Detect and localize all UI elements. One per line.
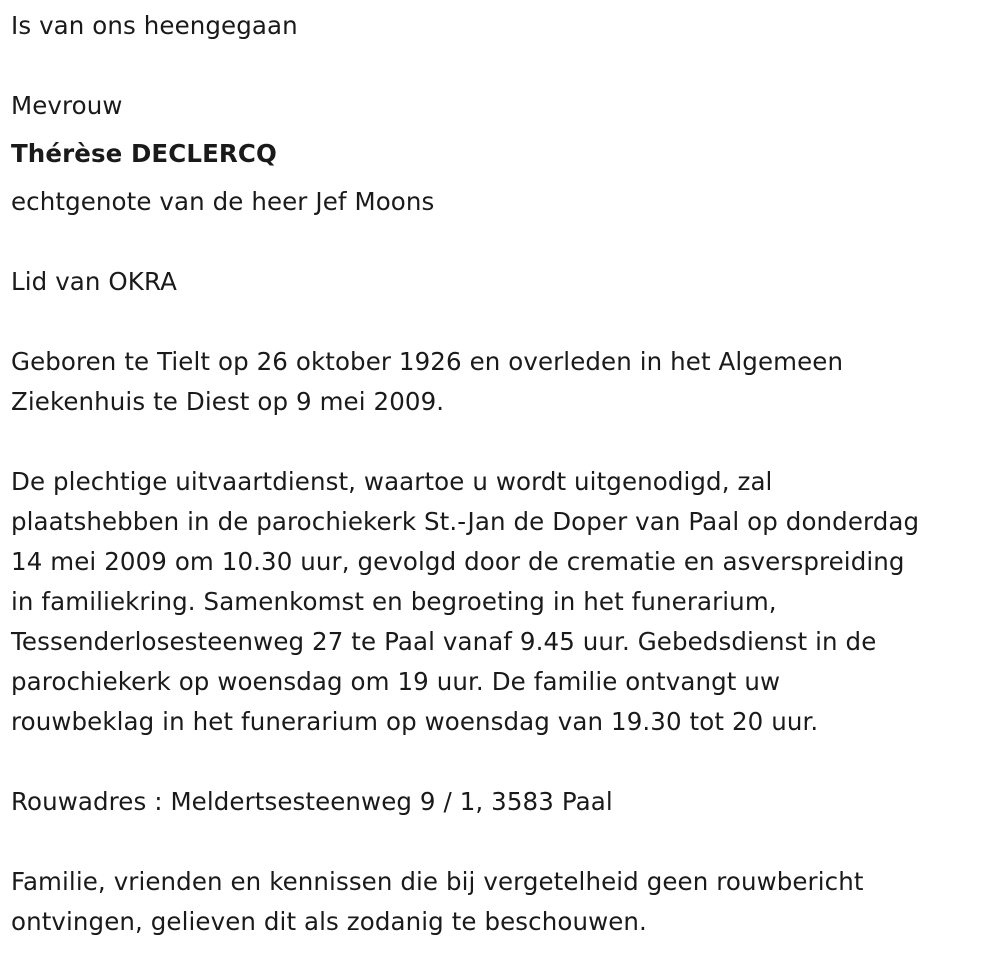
birth-death-paragraph	[11, 342, 996, 422]
paragraph-line: Tessenderlosesteenweg 27 te Paal vanaf 9.45 uur. Gebedsdienst in de	[11, 627, 877, 656]
spacer	[11, 46, 996, 86]
spouse-line: echtgenote van de heer Jef Moons	[11, 187, 435, 216]
spacer	[11, 742, 996, 782]
paragraph-line: parochiekerk op woensdag om 19 uur. De familie ontvangt uw	[11, 667, 781, 696]
paragraph-line: Ziekenhuis te Diest op 9 mei 2009.	[11, 387, 445, 416]
paragraph-line: in familiekring. Samenkomst en begroeting in het funerarium,	[11, 587, 777, 616]
membership-line: Lid van OKRA	[11, 267, 177, 296]
paragraph-line: De plechtige uitvaartdienst, waartoe u wordt uitgenodigd, zal	[11, 467, 773, 496]
spacer	[11, 422, 996, 462]
spacer	[11, 222, 996, 262]
intro-text: Is van ons heengegaan	[11, 11, 298, 40]
closing-paragraph	[11, 862, 996, 942]
spacer	[11, 822, 996, 862]
deceased-name: Thérèse DECLERCQ	[11, 139, 277, 168]
mourning-address: Rouwadres : Meldertsesteenweg 9 / 1, 3583 Paal	[11, 787, 613, 816]
paragraph-line: Familie, vrienden en kennissen die bij vergetelheid geen rouwbericht	[11, 867, 864, 896]
paragraph-line: Geboren te Tielt op 26 oktober 1926 en overleden in het Algemeen	[11, 347, 844, 376]
ceremony-paragraph	[11, 462, 996, 742]
spacer	[11, 302, 996, 342]
paragraph-line: plaatshebben in de parochiekerk St.-Jan de Doper van Paal op donderdag	[11, 507, 920, 536]
paragraph-line: ontvingen, gelieven dit als zodanig te beschouwen.	[11, 907, 647, 936]
paragraph-line: rouwbeklag in het funerarium op woensdag van 19.30 tot 20 uur.	[11, 707, 819, 736]
obituary-notice	[11, 6, 996, 942]
salutation: Mevrouw	[11, 91, 123, 120]
paragraph-line: 14 mei 2009 om 10.30 uur, gevolgd door de crematie en asverspreiding	[11, 547, 905, 576]
